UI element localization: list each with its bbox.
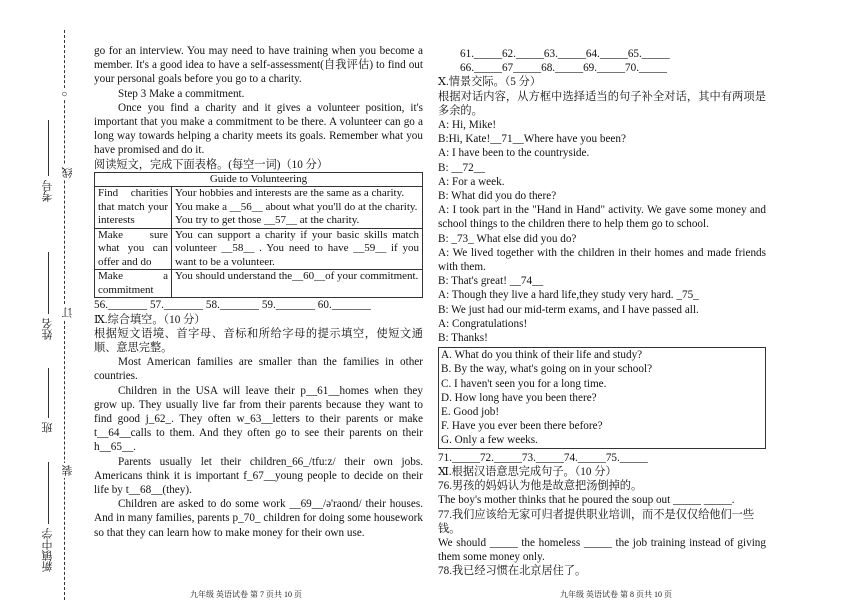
section-10-title: Ⅹ.情景交际。（5 分） bbox=[438, 76, 542, 89]
page-footer-right: 九年级 英语试卷 第 8 页共 10 页 bbox=[560, 590, 672, 599]
answers-66-70: 66._____67_____68._____69._____70._____ bbox=[460, 62, 667, 75]
cloze-paragraph: Most American families are smaller than the families in other countries. bbox=[94, 356, 423, 383]
option-item: D. How long have you been there? bbox=[441, 391, 597, 404]
section-11-title: Ⅺ.根据汉语意思完成句子。（10 分） bbox=[438, 465, 617, 478]
dialogue-line: A: We lived together with the children in their homes and made friends with them. bbox=[438, 246, 766, 274]
options-box bbox=[438, 347, 766, 448]
passage-end-paragraph: go for an interview. You may need to have training when you become a member. It's a good idea to have a self-assessment(自我评估) to find out your personal goals before you go to a charity. bbox=[94, 45, 423, 86]
answers-56-60: 56._______ 57._______ 58._______ 59._______ 60._______ bbox=[94, 299, 371, 312]
sentence-77-english: We should _____ the homeless _____ the job training instead of giving them some money only. bbox=[438, 536, 766, 564]
exam-no-label: 考号 bbox=[42, 180, 54, 202]
exam-no-blank bbox=[48, 120, 49, 176]
section-9-instruction: 根据短文语境、首字母、音标和所给字母的提示填空，使短文通顺、意思完整。 bbox=[94, 327, 423, 354]
table-title: Guide to Volunteering bbox=[95, 172, 423, 187]
row-line: You can support a charity if your basic skills match volunteer __58__ . You need to have __59__ if you want to be a volunteer. bbox=[175, 228, 419, 268]
dialogue-line: B:Hi, Kate!__71__Where have you been? bbox=[438, 133, 626, 146]
sentence-78-chinese: 78.我已经习惯在北京居住了。 bbox=[438, 565, 587, 578]
option-item: A. What do you think of their life and study? bbox=[441, 349, 643, 362]
option-item: B. By the way, what's going on in your school? bbox=[441, 363, 653, 376]
section-9-title: Ⅸ.综合填空。（10 分） bbox=[94, 313, 206, 326]
school-label: 新镇中学 bbox=[42, 528, 54, 572]
left-column bbox=[94, 44, 423, 540]
seal-bind-mark: 订 bbox=[62, 307, 74, 318]
section-10-instruction: 根据对话内容，从方框中选择适当的句子补全对话，其中有两项是多余的。 bbox=[438, 90, 766, 117]
row-line: You try to get those __57__ at the charity. bbox=[175, 214, 360, 227]
row-label: Make a commitment bbox=[95, 270, 172, 298]
volunteer-guide-table bbox=[94, 172, 423, 299]
school-blank bbox=[48, 462, 49, 524]
row-line: You should understand the__60__of your commitment. bbox=[175, 270, 419, 283]
dialogue-line: B: We just had our mid-term exams, and I have passed all. bbox=[438, 303, 699, 316]
table-row bbox=[95, 270, 423, 298]
dialogue-line: A: I took part in the "Hand in Hand" activity. We gave some money and school things to the children there to help them go to school. bbox=[438, 204, 766, 231]
dialogue bbox=[438, 118, 766, 345]
commitment-paragraph: Once you find a charity and it gives a volunteer position, it's important that you make a commitment to be there. A volunteer can go a long way towards helping a charity meets its goals. Remember what you have promised and do it. bbox=[94, 101, 423, 157]
answers-61-65: 61._____62._____63._____64._____65._____ bbox=[460, 48, 670, 60]
dialogue-line: B: That's great! __74__ bbox=[438, 275, 544, 288]
seal-line-mark: 线 bbox=[62, 167, 74, 178]
table-row bbox=[95, 228, 423, 270]
reading-instruction: 阅读短文，完成下面表格。(每空一词)（10 分） bbox=[94, 158, 328, 171]
row-line: Your hobbies and interests are the same as a charity. bbox=[175, 187, 405, 200]
name-label: 姓名 bbox=[42, 318, 54, 340]
option-item: F. Have you ever been there before? bbox=[441, 420, 603, 433]
cloze-paragraph: Children in the USA will leave their p__61__homes when they grow up. They usually live far from their parents because they want to find good j_62_. They often w_63__letters to their parents or make t__64__calls to them. And they often go to see their parents on their h__65__. bbox=[94, 384, 423, 454]
binding-gutter bbox=[0, 0, 88, 606]
dialogue-line: A: Congratulations! bbox=[438, 317, 528, 330]
seal-pack-mark: 装 bbox=[62, 465, 74, 476]
dialogue-line: A: Hi, Mike! bbox=[438, 119, 497, 132]
option-item: G. Only a few weeks. bbox=[441, 434, 538, 447]
name-blank bbox=[48, 252, 49, 314]
cloze-paragraph: Children are asked to do some work __69__/ə'raond/ their houses. And in many families, parents p_70_ children for doing some housework so that they can learn how to make money for their own use. bbox=[94, 498, 423, 539]
dialogue-line: B: Thanks! bbox=[438, 332, 488, 345]
dialogue-line: A: Though they live a hard life,they study very hard. _75_ bbox=[438, 289, 699, 302]
answers-71-75: 71._____72._____73._____74._____75._____ bbox=[438, 451, 648, 464]
right-column bbox=[438, 47, 766, 579]
dialogue-line: A: I have been to the countryside. bbox=[438, 147, 590, 160]
class-label: 班 bbox=[42, 422, 54, 433]
option-item: C. I haven't seen you for a long time. bbox=[441, 377, 607, 390]
sentence-77-chinese: 77.我们应该给无家可归者提供职业培训，而不是仅仅给他们一些钱。 bbox=[438, 508, 755, 535]
dialogue-line: B: What did you do there? bbox=[438, 190, 557, 203]
dialogue-line: B: __72__ bbox=[438, 161, 485, 174]
row-line: You make a __56__ about what you'll do at the charity. bbox=[175, 200, 418, 213]
dialogue-line: B: _73_ What else did you do? bbox=[438, 232, 577, 245]
row-label: Find charities that match your interests bbox=[95, 187, 172, 229]
cloze-paragraph: Parents usually let their children_66_/tfu:z/ their own jobs. Americans think it is important f_67__young people to decide on their life by t__68__(they). bbox=[94, 455, 423, 496]
sentence-76-english: The boy's mother thinks that he poured the soup out _____ _____. bbox=[438, 494, 735, 507]
dialogue-line: A: For a week. bbox=[438, 175, 505, 188]
seal-circle-mark: ○ bbox=[59, 88, 70, 99]
class-blank bbox=[48, 368, 49, 418]
sentence-76-chinese: 76.男孩的妈妈认为他是故意把汤倒掉的。 bbox=[438, 480, 643, 493]
option-item: E. Good job! bbox=[441, 406, 500, 419]
row-label: Make sure what you can offer and do bbox=[95, 228, 172, 270]
page-footer-left: 九年级 英语试卷 第 7 页共 10 页 bbox=[190, 590, 302, 599]
table-row bbox=[95, 187, 423, 229]
step-3-heading: Step 3 Make a commitment. bbox=[118, 87, 245, 100]
